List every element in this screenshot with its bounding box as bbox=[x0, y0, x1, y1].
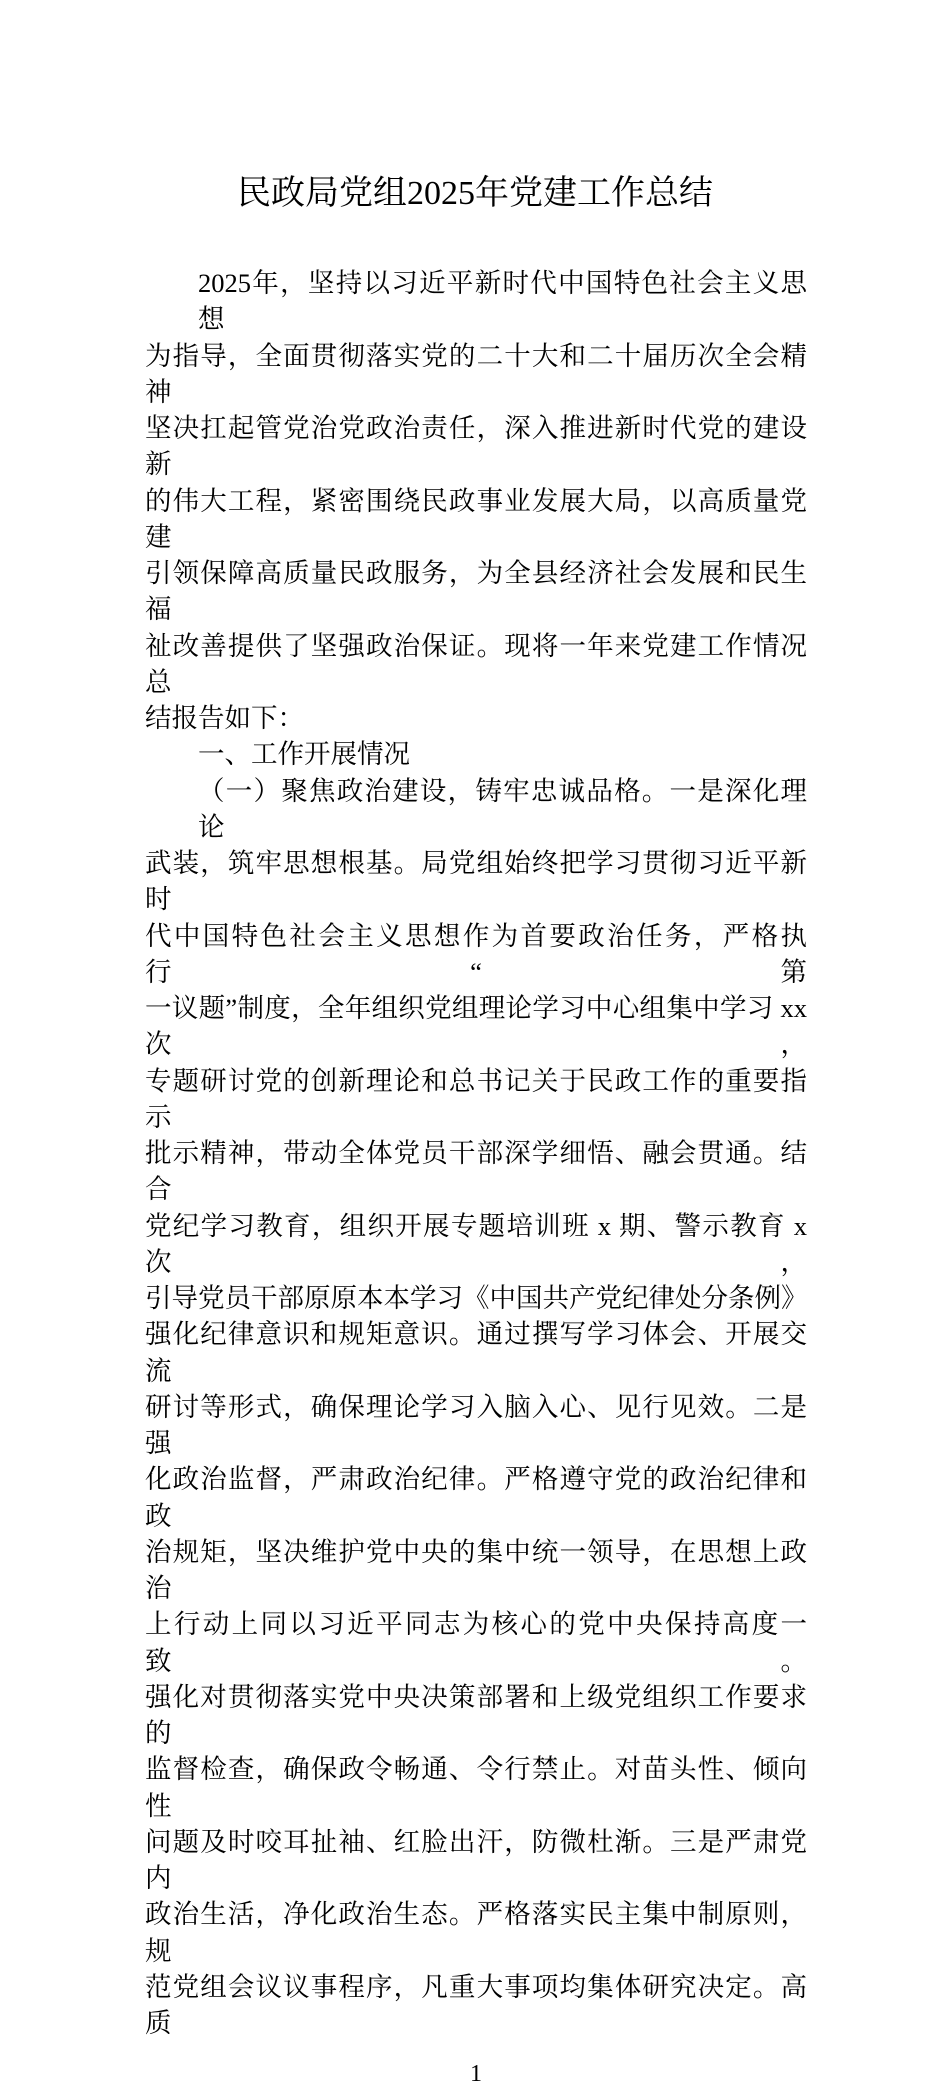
text-line: 上行动上同以习近平同志为核心的党中央保持高度一致。 bbox=[145, 1609, 807, 1676]
text-line: 引领保障高质量民政服务，为全县经济社会发展和民生福 bbox=[145, 558, 807, 625]
text-line: 引导党员干部原原本本学习《中国共产党纪律处分条例》 bbox=[145, 1283, 808, 1313]
text-line: 专题研讨党的创新理论和总书记关于民政工作的重要指示 bbox=[145, 1065, 807, 1132]
text-line: 代中国特色社会主义思想作为首要政治任务，严格执行“第 bbox=[145, 920, 807, 987]
text-line: 的伟大工程，紧密围绕民政事业发展大局，以高质量党建 bbox=[145, 485, 807, 552]
section-heading bbox=[145, 736, 807, 772]
text-line: 监督检查，确保政令畅通、令行禁止。对苗头性、倾向性 bbox=[145, 1754, 807, 1821]
text-line: 批示精神，带动全体党员干部深学细悟、融会贯通。结合 bbox=[145, 1138, 807, 1205]
text-line: 政治生活，净化政治生态。严格落实民主集中制原则，规 bbox=[145, 1899, 807, 1966]
text-line: 结报告如下： bbox=[145, 703, 304, 733]
text-line: 党纪学习教育，组织开展专题培训班 x 期、警示教育 x 次， bbox=[145, 1210, 807, 1277]
page-content bbox=[145, 265, 835, 2089]
text-line: 问题及时咬耳扯袖、红脸出汗，防微杜渐。三是严肃党内 bbox=[145, 1826, 807, 1893]
text-line: 2025年，坚持以习近平新时代中国特色社会主义思想 bbox=[198, 268, 807, 335]
text-line: 一议题”制度，全年组织党组理论学习中心组集中学习 xx 次， bbox=[145, 993, 807, 1060]
text-line: 武装，筑牢思想根基。局党组始终把学习贯彻习近平新时 bbox=[145, 848, 807, 915]
text-line: 强化对贯彻落实党中央决策部署和上级党组织工作要求的 bbox=[145, 1681, 807, 1748]
text-line: 为指导，全面贯彻落实党的二十大和二十届历次全会精神 bbox=[145, 340, 807, 407]
text-line: 范党组会议议事程序，凡重大事项均集体研究决定。高质 bbox=[145, 1971, 807, 2038]
text-line: 强化纪律意识和规矩意识。通过撰写学习体会、开展交流 bbox=[145, 1319, 807, 1386]
text-line: （一）聚焦政治建设，铸牢忠诚品格。一是深化理论 bbox=[198, 775, 807, 842]
text-line: 祉改善提供了坚强政治保证。现将一年来党建工作情况总 bbox=[145, 630, 807, 697]
text-line: 化政治监督，严肃政治纪律。严格遵守党的政治纪律和政 bbox=[145, 1464, 807, 1531]
text-line: 研讨等形式，确保理论学习入脑入心、见行见效。二是强 bbox=[145, 1391, 807, 1458]
document-title: 民政局党组2025年党建工作总结 bbox=[237, 175, 713, 212]
text-line: 一、工作开展情况 bbox=[198, 739, 410, 770]
text-line: 坚决扛起管党治党政治责任，深入推进新时代党的建设新 bbox=[145, 413, 807, 480]
page-number: 1 bbox=[470, 2061, 482, 2088]
paragraph bbox=[145, 265, 807, 736]
document-body bbox=[145, 265, 807, 2041]
text-line: 治规矩，坚决维护党中央的集中统一领导，在思想上政治 bbox=[145, 1536, 807, 1603]
paragraph bbox=[145, 773, 807, 2042]
